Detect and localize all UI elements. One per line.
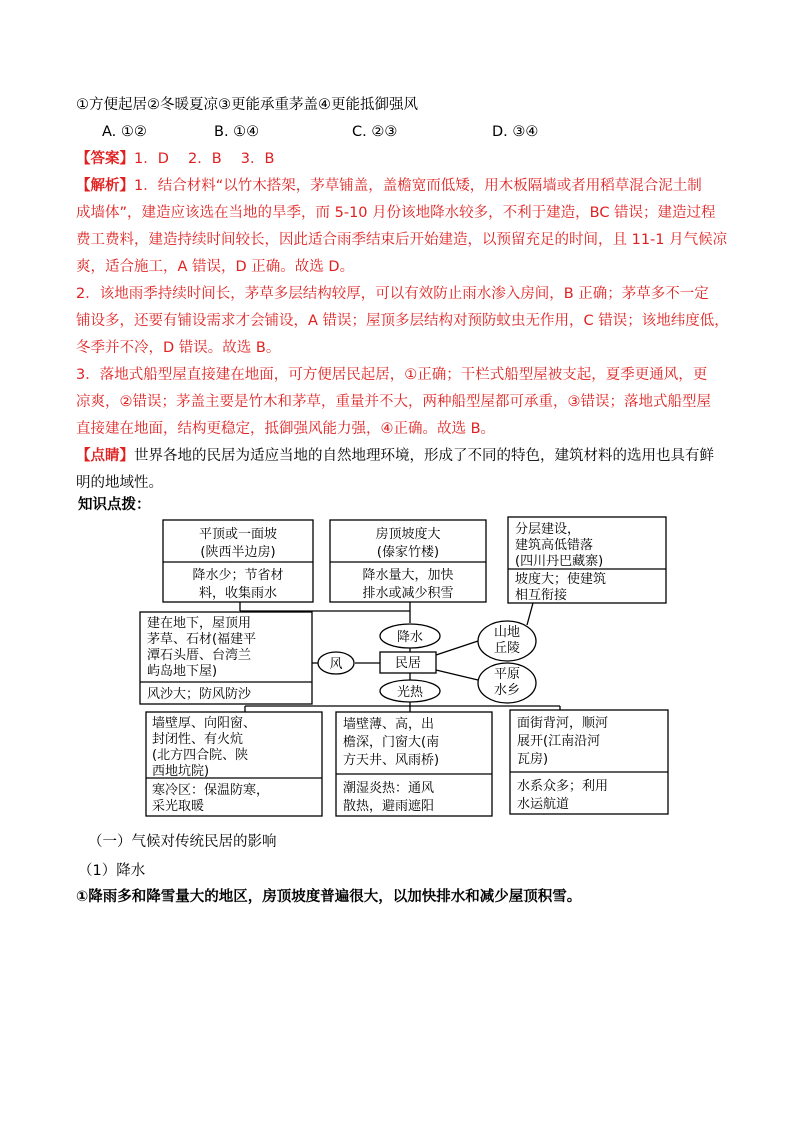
knowledge-title: 知识点拨： <box>78 497 151 513</box>
connector-line <box>527 603 533 625</box>
box-river-line-2: 展开(江南沿河 <box>517 734 601 749</box>
answer-line: 【答案】1．D 2．B 3．B <box>76 151 275 167</box>
box-hot-line-2: 檐深，门窗大(南 <box>343 735 440 750</box>
box-hot-reason-2: 散热，避雨遮阳 <box>343 799 435 814</box>
analysis-line-5: 2．该地雨季持续时间长，茅草多层结构较厚，可以有效防止雨水渗入房间，B 正确；茅草多不一定 <box>76 286 709 302</box>
analysis-line-8: 3．落地式船型屋直接建在地面，可方便居民起居，①正确；干栏式船型屋被支起，夏季更通风，更 <box>76 367 708 383</box>
node-hill-label-1: 山地 <box>493 625 521 640</box>
connector-line <box>436 641 478 655</box>
section-point: ①降雨多和降雪量大的地区，房顶坡度普遍很大，以加快排水和减少屋顶积雪。 <box>76 889 582 905</box>
box-steep-roof-reason-2: 排水或减少积雪 <box>362 586 454 601</box>
question-stem-options: ①方便起居②冬暖夏凉③更能承重茅盖④更能抵御强风 <box>76 97 418 113</box>
choice-a: A. ①② <box>102 124 147 140</box>
box-cold-line-4: 西地坑院) <box>152 764 210 779</box>
box-layered-title-2: 建筑高低错落 <box>515 538 594 553</box>
node-heat-label: 光热 <box>396 685 424 700</box>
box-hot-reason-1: 潮湿炎热：通风 <box>343 781 435 796</box>
box-steep-roof-example: (傣家竹楼) <box>376 545 440 560</box>
box-river-reason-1: 水系众多；利用 <box>517 779 609 794</box>
node-center-label: 民居 <box>394 656 422 671</box>
box-steep-roof-reason-1: 降水量大，加快 <box>362 568 454 583</box>
box-cold-line-1: 墙壁厚、向阳窗、 <box>152 716 257 731</box>
box-wind-line-4: 屿岛地下屋) <box>147 664 218 679</box>
box-river-reason-2: 水运航道 <box>517 797 570 812</box>
box-river-line-1: 面街背河，顺河 <box>517 716 609 731</box>
box-layered-reason-2: 相互衔接 <box>515 588 568 603</box>
box-wind-line-1: 建在地下，屋顶用 <box>147 616 252 631</box>
analysis-line-9: 凉爽，②错误；茅盖主要是竹木和茅草，重量并不大，两种船型屋都可承重，③错误；落地式船型屋 <box>76 394 711 410</box>
box-hot-line-1: 墙壁薄、高，出 <box>343 717 435 732</box>
analysis-line-2: 成墙体”，建造应该选在当地的旱季，而 5-10 月份该地降水较多，不利于建造，BC 错误；建造过程 <box>76 205 716 221</box>
comment-line-1: 【点睛】世界各地的民居为适应当地的自然地理环境，形成了不同的特色，建筑材料的选用也具有鲜 <box>76 448 714 464</box>
node-plain-label-1: 平原 <box>493 667 521 682</box>
section-subheading: （1）降水 <box>78 863 146 879</box>
box-flat-roof-title: 平顶或一面坡 <box>198 527 278 542</box>
box-flat-roof-example: (陕西半边房) <box>200 545 276 560</box>
section-heading: （一）气候对传统民居的影响 <box>88 834 277 850</box>
box-wind-line-3: 潭石头厝、台湾兰 <box>147 648 252 663</box>
box-flat-roof-reason-1: 降水少；节省材 <box>192 568 284 583</box>
analysis-line-7: 冬季并不冷，D 错误。故选 B。 <box>76 340 281 356</box>
box-steep-roof-title: 房顶坡度大 <box>375 527 441 542</box>
choice-c: C. ②③ <box>352 124 398 140</box>
analysis-line-6: 铺设多，还要有铺设需求才会铺设，A 错误；屋顶多层结构对预防蚊虫无作用，C 错误；该地纬度低， <box>76 313 729 329</box>
box-cold-line-3: (北方四合院、陕 <box>152 748 249 763</box>
box-cold-reason-1: 寒冷区：保温防寒， <box>152 783 270 798</box>
analysis-line-10: 直接建在地面，结构更稳定，抵御强风能力强，④正确。故选 B。 <box>76 421 496 437</box>
box-hot-line-3: 方天井、风雨桥) <box>343 753 440 768</box>
box-wind-line-2: 茅草、石材(福建平 <box>147 632 257 647</box>
box-layered-title-1: 分层建设， <box>515 522 581 537</box>
box-flat-roof-reason-2: 料，收集雨水 <box>198 586 278 601</box>
box-cold-line-2: 封闭性、有火炕 <box>152 732 244 747</box>
node-rain-label: 降水 <box>396 630 424 645</box>
box-layered-example: (四川丹巴藏寨) <box>515 554 604 569</box>
node-plain-label-2: 水乡 <box>493 683 521 698</box>
analysis-line-1: 【解析】1．结合材料“以竹木搭架，茅草铺盖，盖檐宽而低矮，用木板隔墙或者用稻草混合泥土制 <box>76 178 702 194</box>
box-layered-reason-1: 坡度大；使建筑 <box>515 572 607 587</box>
box-wind-reason: 风沙大；防风防沙 <box>147 687 252 702</box>
box-river-line-3: 瓦房) <box>517 752 549 767</box>
choice-d: D. ③④ <box>492 124 539 140</box>
analysis-line-4: 爽，适合施工，A 错误，D 正确。故选 D。 <box>76 259 355 275</box>
analysis-line-3: 费工费料，建造持续时间较长，因此适合雨季结束后开始建造，以预留充足的时间，且 11-1 月气候凉 <box>76 232 728 248</box>
node-hill-label-2: 丘陵 <box>493 641 521 656</box>
connector-line <box>436 670 478 680</box>
box-cold-reason-2: 采光取暖 <box>152 799 205 814</box>
node-wind-label: 风 <box>329 657 343 672</box>
choice-b: B. ①④ <box>214 124 260 140</box>
comment-line-2: 明的地域性。 <box>76 475 163 491</box>
